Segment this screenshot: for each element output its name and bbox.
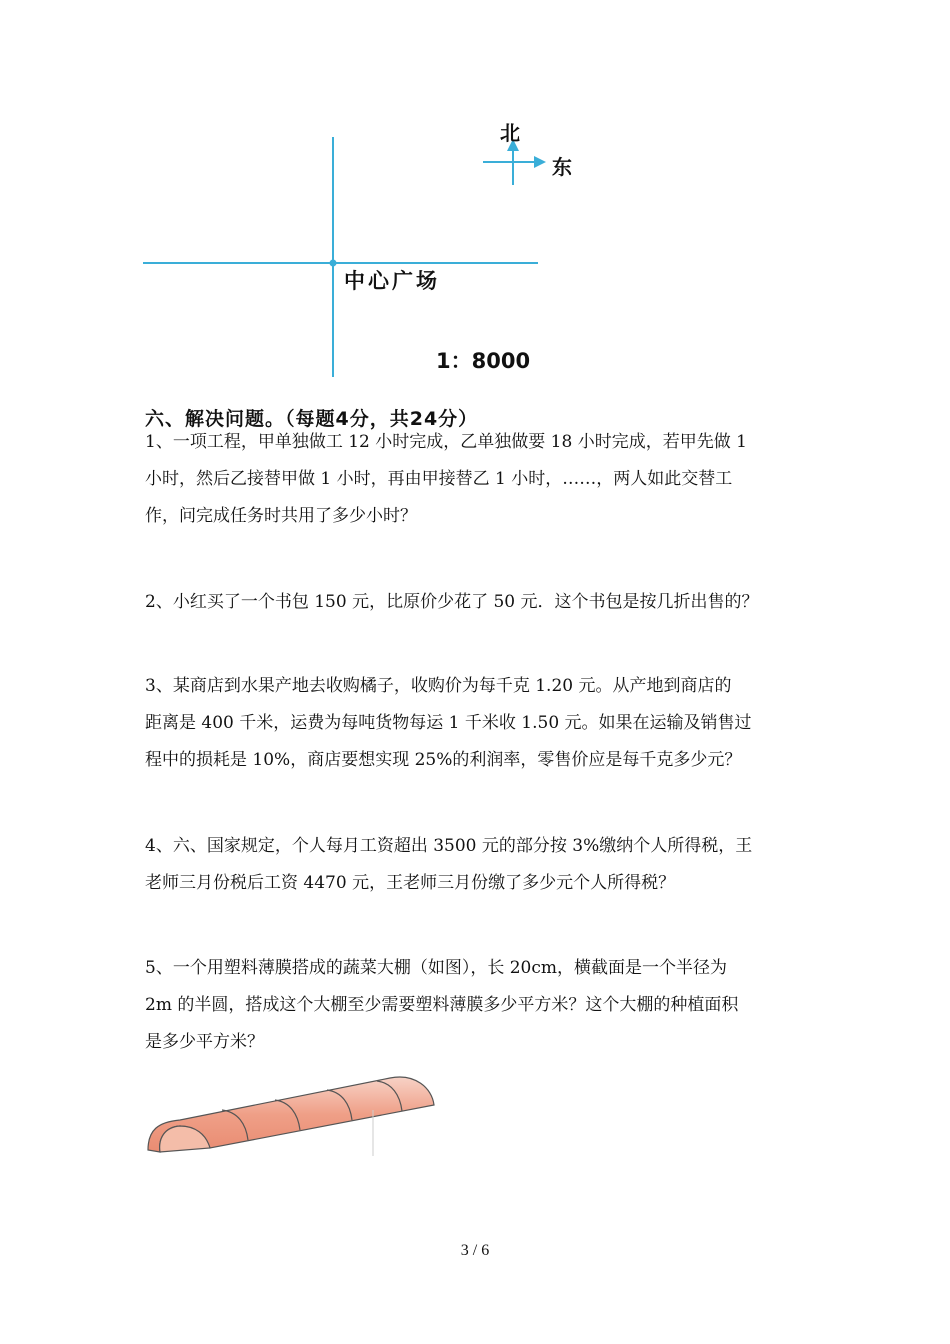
problem-5: [145, 950, 738, 1061]
problem-4-line-2: 老师三月份税后工资 4470 元，王老师三月份缴了多少元个人所得税？: [145, 873, 676, 893]
problem-3-line-2: 距离是 400 千米，运费为每吨货物每运 1 千米收 1.50 元。如果在运输及销售过: [145, 713, 752, 733]
section-title: 六、解决问题。（每题4分，共24分）: [145, 408, 479, 430]
problem-5-line-1: 5、一个用塑料薄膜搭成的蔬菜大棚（如图），长 20cm，横截面是一个半径为: [145, 958, 727, 978]
problem-4: [145, 828, 752, 902]
problem-2-line-1: 2、小红买了一个书包 150 元，比原价少花了 50 元．这个书包是按几折出售的？: [145, 592, 759, 612]
scale-label: 1：8000: [436, 349, 531, 373]
center-point: [330, 260, 337, 267]
problem-3-line-3: 程中的损耗是 10%，商店要想实现 25%的利润率，零售价应是每千克多少元？: [145, 750, 742, 770]
greenhouse-illustration: [140, 1060, 440, 1160]
problem-3-line-1: 3、某商店到水果产地去收购橘子，收购价为每千克 1.20 元。从产地到商店的: [145, 676, 732, 696]
problem-5-line-3: 是多少平方米？: [145, 1032, 264, 1052]
problem-1-line-3: 作，问完成任务时共用了多少小时？: [145, 506, 417, 526]
problem-5-line-2: 2m 的半圆，搭成这个大棚至少需要塑料薄膜多少平方米？这个大棚的种植面积: [145, 995, 739, 1015]
problem-2: [145, 584, 759, 621]
map-lines: [140, 115, 580, 380]
page-number: 3 / 6: [460, 1242, 490, 1259]
problem-1-line-2: 小时，然后乙接替甲做 1 小时，再由甲接替乙 1 小时，……，两人如此交替工: [145, 469, 733, 489]
problem-4-line-1: 4、六、国家规定，个人每月工资超出 3500 元的部分按 3%缴纳个人所得税，王: [145, 836, 753, 856]
map-figure: [140, 115, 580, 380]
greenhouse-figure: [140, 1060, 440, 1160]
center-square-label: 中心广场: [344, 269, 440, 293]
problem-1: [145, 424, 747, 535]
north-label: 北: [500, 121, 520, 145]
east-label: 东: [552, 155, 572, 179]
problem-1-line-1: 1、一项工程，甲单独做工 12 小时完成，乙单独做要 18 小时完成，若甲先做 1: [145, 432, 747, 452]
problem-3: [145, 668, 752, 779]
